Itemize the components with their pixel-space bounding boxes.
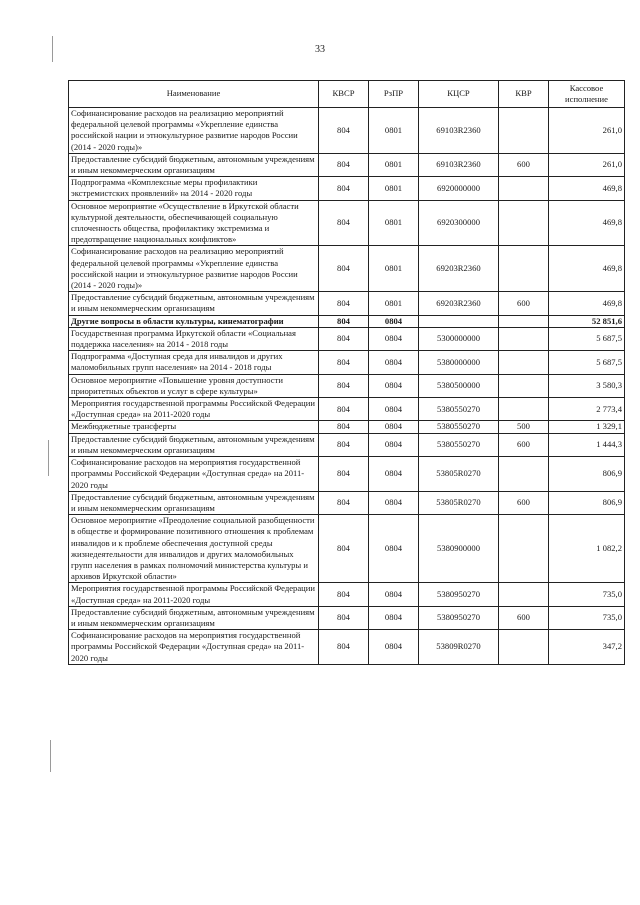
row-rzpr: 0801 <box>369 200 419 246</box>
row-kcsr: 5380550270 <box>419 421 499 433</box>
row-amount: 735,0 <box>549 606 625 629</box>
row-name: Основное мероприятие «Повышение уровня доступности приоритетных объектов и услуг в сфере культуры» <box>69 374 319 397</box>
row-kcsr: 5380950270 <box>419 583 499 606</box>
row-name: Софинансирование расходов на мероприятия государственной программы Российской Федерации «Доступная среда» на 2011-2020 годы <box>69 457 319 492</box>
row-kcsr: 5300000000 <box>419 327 499 350</box>
row-kvr <box>499 457 549 492</box>
row-rzpr: 0801 <box>369 177 419 200</box>
row-kvr <box>499 374 549 397</box>
table-row <box>69 433 625 456</box>
row-rzpr: 0804 <box>369 327 419 350</box>
margin-mark <box>50 740 51 772</box>
table-row <box>69 351 625 374</box>
table-row <box>69 108 625 154</box>
row-kvsr: 804 <box>319 421 369 433</box>
row-amount: 261,0 <box>549 108 625 154</box>
row-kcsr: 6920300000 <box>419 200 499 246</box>
column-header-kcsr: КЦСР <box>419 81 499 108</box>
row-name: Софинансирование расходов на мероприятия государственной программы Российской Федерации «Доступная среда» на 2011-2020 годы <box>69 630 319 665</box>
row-kvsr: 804 <box>319 200 369 246</box>
row-name: Основное мероприятие «Осуществление в Иркутской области культурной деятельности, обеспечивающей социальную сплоченность общества, профилактику экстремизма и предотвращение национальных конфликтов» <box>69 200 319 246</box>
table-row <box>69 398 625 421</box>
row-rzpr: 0801 <box>369 292 419 315</box>
row-name: Подпрограмма «Доступная среда для инвалидов и других маломобильных групп населения» на 2014 - 2018 годы <box>69 351 319 374</box>
row-kcsr: 69103R2360 <box>419 153 499 176</box>
row-name: Софинансирование расходов на реализацию мероприятий федеральной целевой программы «Укрепление единства российской нации и этнокультурное развитие народов России (2014 - 2020 годы)» <box>69 108 319 154</box>
table-row <box>69 327 625 350</box>
row-rzpr: 0801 <box>369 108 419 154</box>
row-rzpr: 0804 <box>369 374 419 397</box>
row-rzpr: 0804 <box>369 583 419 606</box>
table-row <box>69 606 625 629</box>
row-name: Предоставление субсидий бюджетным, автономным учреждениям и иным некоммерческим организациям <box>69 153 319 176</box>
row-kcsr: 5380900000 <box>419 515 499 583</box>
row-rzpr: 0804 <box>369 433 419 456</box>
row-kvr <box>499 177 549 200</box>
row-name: Предоставление субсидий бюджетным, автономным учреждениям и иным некоммерческим организациям <box>69 491 319 514</box>
row-name: Предоставление субсидий бюджетным, автономным учреждениям и иным некоммерческим организациям <box>69 292 319 315</box>
row-kcsr: 6920000000 <box>419 177 499 200</box>
row-name: Государственная программа Иркутской области «Социальная поддержка населения» на 2014 - 2018 годы <box>69 327 319 350</box>
row-kvsr: 804 <box>319 606 369 629</box>
row-kvsr: 804 <box>319 246 369 292</box>
margin-mark <box>52 36 53 62</box>
table-row <box>69 374 625 397</box>
row-name: Мероприятия государственной программы Российской Федерации «Доступная среда» на 2011-2020 годы <box>69 583 319 606</box>
row-kvr <box>499 108 549 154</box>
table-row <box>69 491 625 514</box>
row-rzpr: 0804 <box>369 315 419 327</box>
row-kvsr: 804 <box>319 292 369 315</box>
table-row <box>69 421 625 433</box>
table-header-row <box>69 81 625 108</box>
row-amount: 469,8 <box>549 200 625 246</box>
row-rzpr: 0804 <box>369 515 419 583</box>
row-kcsr: 69203R2360 <box>419 246 499 292</box>
table-row <box>69 292 625 315</box>
row-name: Предоставление субсидий бюджетным, автономным учреждениям и иным некоммерческим организациям <box>69 433 319 456</box>
row-rzpr: 0804 <box>369 491 419 514</box>
row-kvsr: 804 <box>319 153 369 176</box>
row-amount: 261,0 <box>549 153 625 176</box>
row-amount: 806,9 <box>549 457 625 492</box>
row-amount: 5 687,5 <box>549 327 625 350</box>
row-kvsr: 804 <box>319 583 369 606</box>
row-kvr: 600 <box>499 292 549 315</box>
row-amount: 3 580,3 <box>549 374 625 397</box>
budget-table <box>68 80 625 665</box>
row-kvr <box>499 315 549 327</box>
row-amount: 469,8 <box>549 246 625 292</box>
row-amount: 735,0 <box>549 583 625 606</box>
row-kvr <box>499 351 549 374</box>
row-kcsr: 5380550270 <box>419 398 499 421</box>
row-kvr: 600 <box>499 153 549 176</box>
row-kvr: 600 <box>499 433 549 456</box>
page-number: 33 <box>315 44 325 55</box>
row-kvr <box>499 246 549 292</box>
row-name: Предоставление субсидий бюджетным, автономным учреждениям и иным некоммерческим организациям <box>69 606 319 629</box>
table-row <box>69 177 625 200</box>
table-row <box>69 515 625 583</box>
row-amount: 5 687,5 <box>549 351 625 374</box>
row-kvsr: 804 <box>319 630 369 665</box>
table-row <box>69 583 625 606</box>
table-row <box>69 246 625 292</box>
row-kvsr: 804 <box>319 177 369 200</box>
table-row <box>69 315 625 327</box>
row-kcsr: 69103R2360 <box>419 108 499 154</box>
row-kvr <box>499 515 549 583</box>
row-amount: 347,2 <box>549 630 625 665</box>
row-kvr <box>499 327 549 350</box>
column-header-kvr: КВР <box>499 81 549 108</box>
row-amount: 469,8 <box>549 177 625 200</box>
row-rzpr: 0804 <box>369 421 419 433</box>
row-kcsr: 5380500000 <box>419 374 499 397</box>
row-amount: 1 329,1 <box>549 421 625 433</box>
row-amount: 2 773,4 <box>549 398 625 421</box>
row-kvr <box>499 200 549 246</box>
row-rzpr: 0804 <box>369 398 419 421</box>
table-body <box>69 108 625 665</box>
row-rzpr: 0804 <box>369 630 419 665</box>
row-kvsr: 804 <box>319 515 369 583</box>
row-amount: 806,9 <box>549 491 625 514</box>
row-kvsr: 804 <box>319 351 369 374</box>
row-kcsr: 69203R2360 <box>419 292 499 315</box>
column-header-name: Наименование <box>69 81 319 108</box>
row-name: Мероприятия государственной программы Российской Федерации «Доступная среда» на 2011-2020 годы <box>69 398 319 421</box>
column-header-rzpr: РзПР <box>369 81 419 108</box>
row-kvsr: 804 <box>319 491 369 514</box>
row-kvsr: 804 <box>319 315 369 327</box>
row-name: Другие вопросы в области культуры, кинематографии <box>69 315 319 327</box>
row-kvsr: 804 <box>319 457 369 492</box>
row-kvr <box>499 630 549 665</box>
row-rzpr: 0804 <box>369 351 419 374</box>
margin-mark <box>48 440 49 476</box>
row-rzpr: 0804 <box>369 457 419 492</box>
row-rzpr: 0801 <box>369 246 419 292</box>
row-kvr: 600 <box>499 491 549 514</box>
row-kvr <box>499 398 549 421</box>
row-amount: 52 851,6 <box>549 315 625 327</box>
row-name: Подпрограмма «Комплексные меры профилактики экстремистских проявлений» на 2014 - 2020 годы <box>69 177 319 200</box>
row-kvsr: 804 <box>319 108 369 154</box>
row-name: Софинансирование расходов на реализацию мероприятий федеральной целевой программы «Укрепление единства российской нации и этнокультурное развитие народов России (2014 - 2020 годы)» <box>69 246 319 292</box>
row-kvr: 600 <box>499 606 549 629</box>
row-kcsr: 53805R0270 <box>419 491 499 514</box>
row-kcsr: 53809R0270 <box>419 630 499 665</box>
row-kvsr: 804 <box>319 398 369 421</box>
row-amount: 1 082,2 <box>549 515 625 583</box>
column-header-kvsr: КВСР <box>319 81 369 108</box>
row-amount: 469,8 <box>549 292 625 315</box>
row-amount: 1 444,3 <box>549 433 625 456</box>
row-kvr <box>499 583 549 606</box>
row-kvsr: 804 <box>319 374 369 397</box>
table-row <box>69 457 625 492</box>
table-row <box>69 630 625 665</box>
row-kcsr: 53805R0270 <box>419 457 499 492</box>
row-kcsr: 5380950270 <box>419 606 499 629</box>
row-name: Основное мероприятие «Преодоление социальной разобщенности в обществе и формирование позитивного отношения к проблемам инвалидов и к проблеме обеспечения доступной среды жизнедеятельности для инвалидов и других маломобильных групп населения в рамках полномочий министерства культуры и архивов Иркутской области» <box>69 515 319 583</box>
row-kcsr <box>419 315 499 327</box>
row-rzpr: 0801 <box>369 153 419 176</box>
row-rzpr: 0804 <box>369 606 419 629</box>
column-header-amount: Кассовое исполнение <box>549 81 625 108</box>
table-row <box>69 200 625 246</box>
row-kcsr: 5380000000 <box>419 351 499 374</box>
row-kvsr: 804 <box>319 327 369 350</box>
row-name: Межбюджетные трансферты <box>69 421 319 433</box>
row-kvsr: 804 <box>319 433 369 456</box>
row-kvr: 500 <box>499 421 549 433</box>
row-kcsr: 5380550270 <box>419 433 499 456</box>
table-row <box>69 153 625 176</box>
